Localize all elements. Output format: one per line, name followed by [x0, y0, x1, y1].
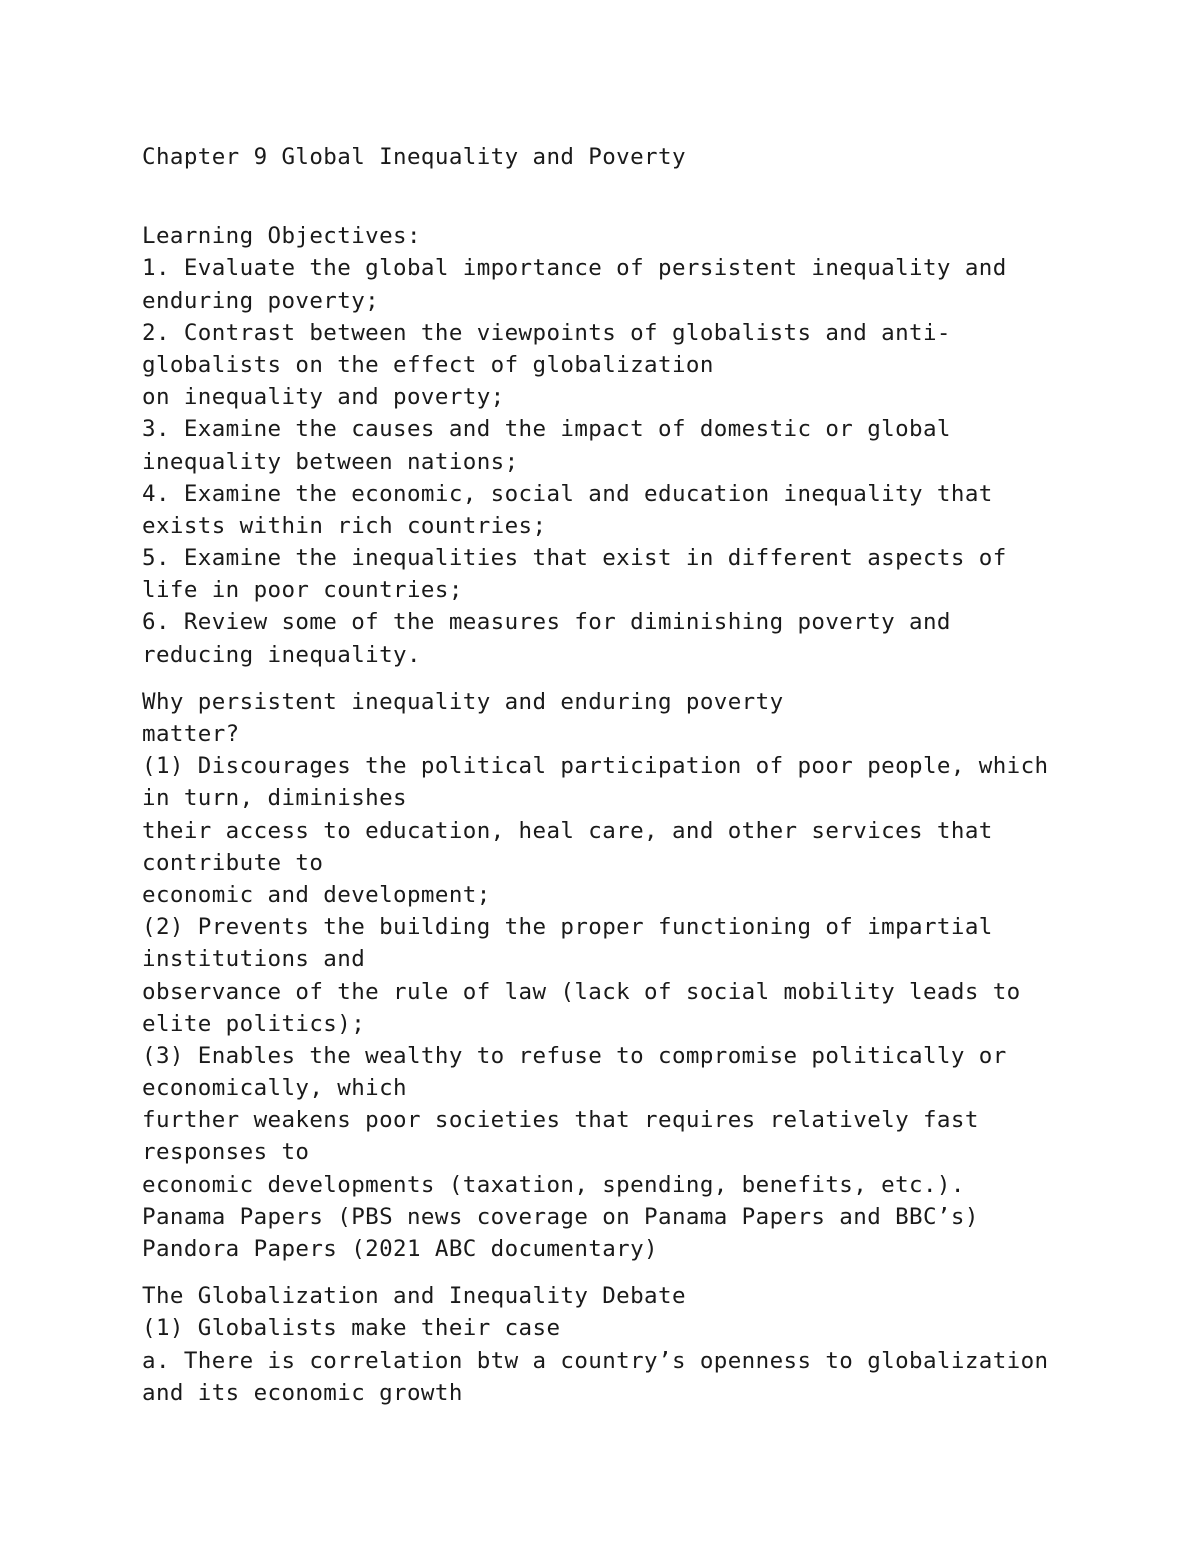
why-matter-line: economically, which: [142, 1075, 407, 1102]
debate-line: and its economic growth: [142, 1379, 463, 1406]
why-matter-line: observance of the rule of law (lack of social mobility leads to: [142, 978, 1021, 1005]
objective-line: exists within rich countries;: [142, 512, 547, 539]
why-matter-line: Pandora Papers (2021 ABC documentary): [142, 1236, 659, 1262]
learning-objectives-section: [142, 220, 1142, 671]
objective-line: 6. Review some of the measures for diminishing poverty and: [142, 609, 951, 636]
why-matter-line: in turn, diminishes: [142, 785, 407, 812]
why-matter-line: Panama Papers (PBS news coverage on Panama Papers and BBC’s): [142, 1203, 979, 1230]
objective-line: 4. Examine the economic, social and education inequality that: [142, 480, 993, 507]
objective-line: enduring poverty;: [142, 287, 380, 314]
why-matter-line: Why persistent inequality and enduring poverty: [142, 688, 784, 715]
why-matter-line: matter?: [142, 721, 240, 747]
chapter-title: Chapter 9 Global Inequality and Poverty: [142, 144, 686, 170]
why-matter-line: institutions and: [142, 946, 366, 973]
objective-line: 2. Contrast between the viewpoints of globalists and anti-: [142, 319, 951, 346]
debate-line: a. There is correlation btw a country’s openness to globalization: [142, 1347, 1049, 1374]
why-matter-line: contribute to: [142, 849, 324, 876]
why-matter-line: economic developments (taxation, spending, benefits, etc.).: [142, 1171, 965, 1198]
debate-line: (1) Globalists make their case: [142, 1315, 561, 1342]
why-matter-line: (3) Enables the wealthy to refuse to compromise politically or: [142, 1042, 1007, 1069]
objective-line: on inequality and poverty;: [142, 384, 505, 411]
why-matter-line: (1) Discourages the political participation of poor people, which: [142, 753, 1049, 780]
objective-line: 3. Examine the causes and the impact of domestic or global: [142, 416, 951, 443]
spacer: [142, 173, 1142, 220]
objectives-heading: Learning Objectives:: [142, 223, 421, 250]
why-matter-line: economic and development;: [142, 881, 491, 908]
why-matter-line: further weakens poor societies that requires relatively fast: [142, 1107, 979, 1134]
objective-line: reducing inequality.: [142, 641, 421, 668]
debate-section: [142, 1280, 1142, 1409]
why-matter-line: responses to: [142, 1139, 310, 1166]
objective-line: globalists on the effect of globalization: [142, 351, 714, 378]
spacer: [142, 1265, 1142, 1280]
why-matter-line: elite politics);: [142, 1010, 366, 1037]
objective-line: 1. Evaluate the global importance of persistent inequality and: [142, 255, 1007, 282]
spacer: [142, 671, 1142, 686]
document-body: [142, 141, 1142, 1409]
why-matter-line: their access to education, heal care, and other services that: [142, 817, 993, 844]
objective-line: inequality between nations;: [142, 448, 519, 475]
why-matter-line: (2) Prevents the building the proper functioning of impartial: [142, 914, 993, 941]
why-matter-section: [142, 686, 1142, 1265]
objective-line: life in poor countries;: [142, 577, 463, 604]
objective-line: 5. Examine the inequalities that exist in different aspects of: [142, 545, 1007, 572]
debate-line: The Globalization and Inequality Debate: [142, 1283, 686, 1310]
